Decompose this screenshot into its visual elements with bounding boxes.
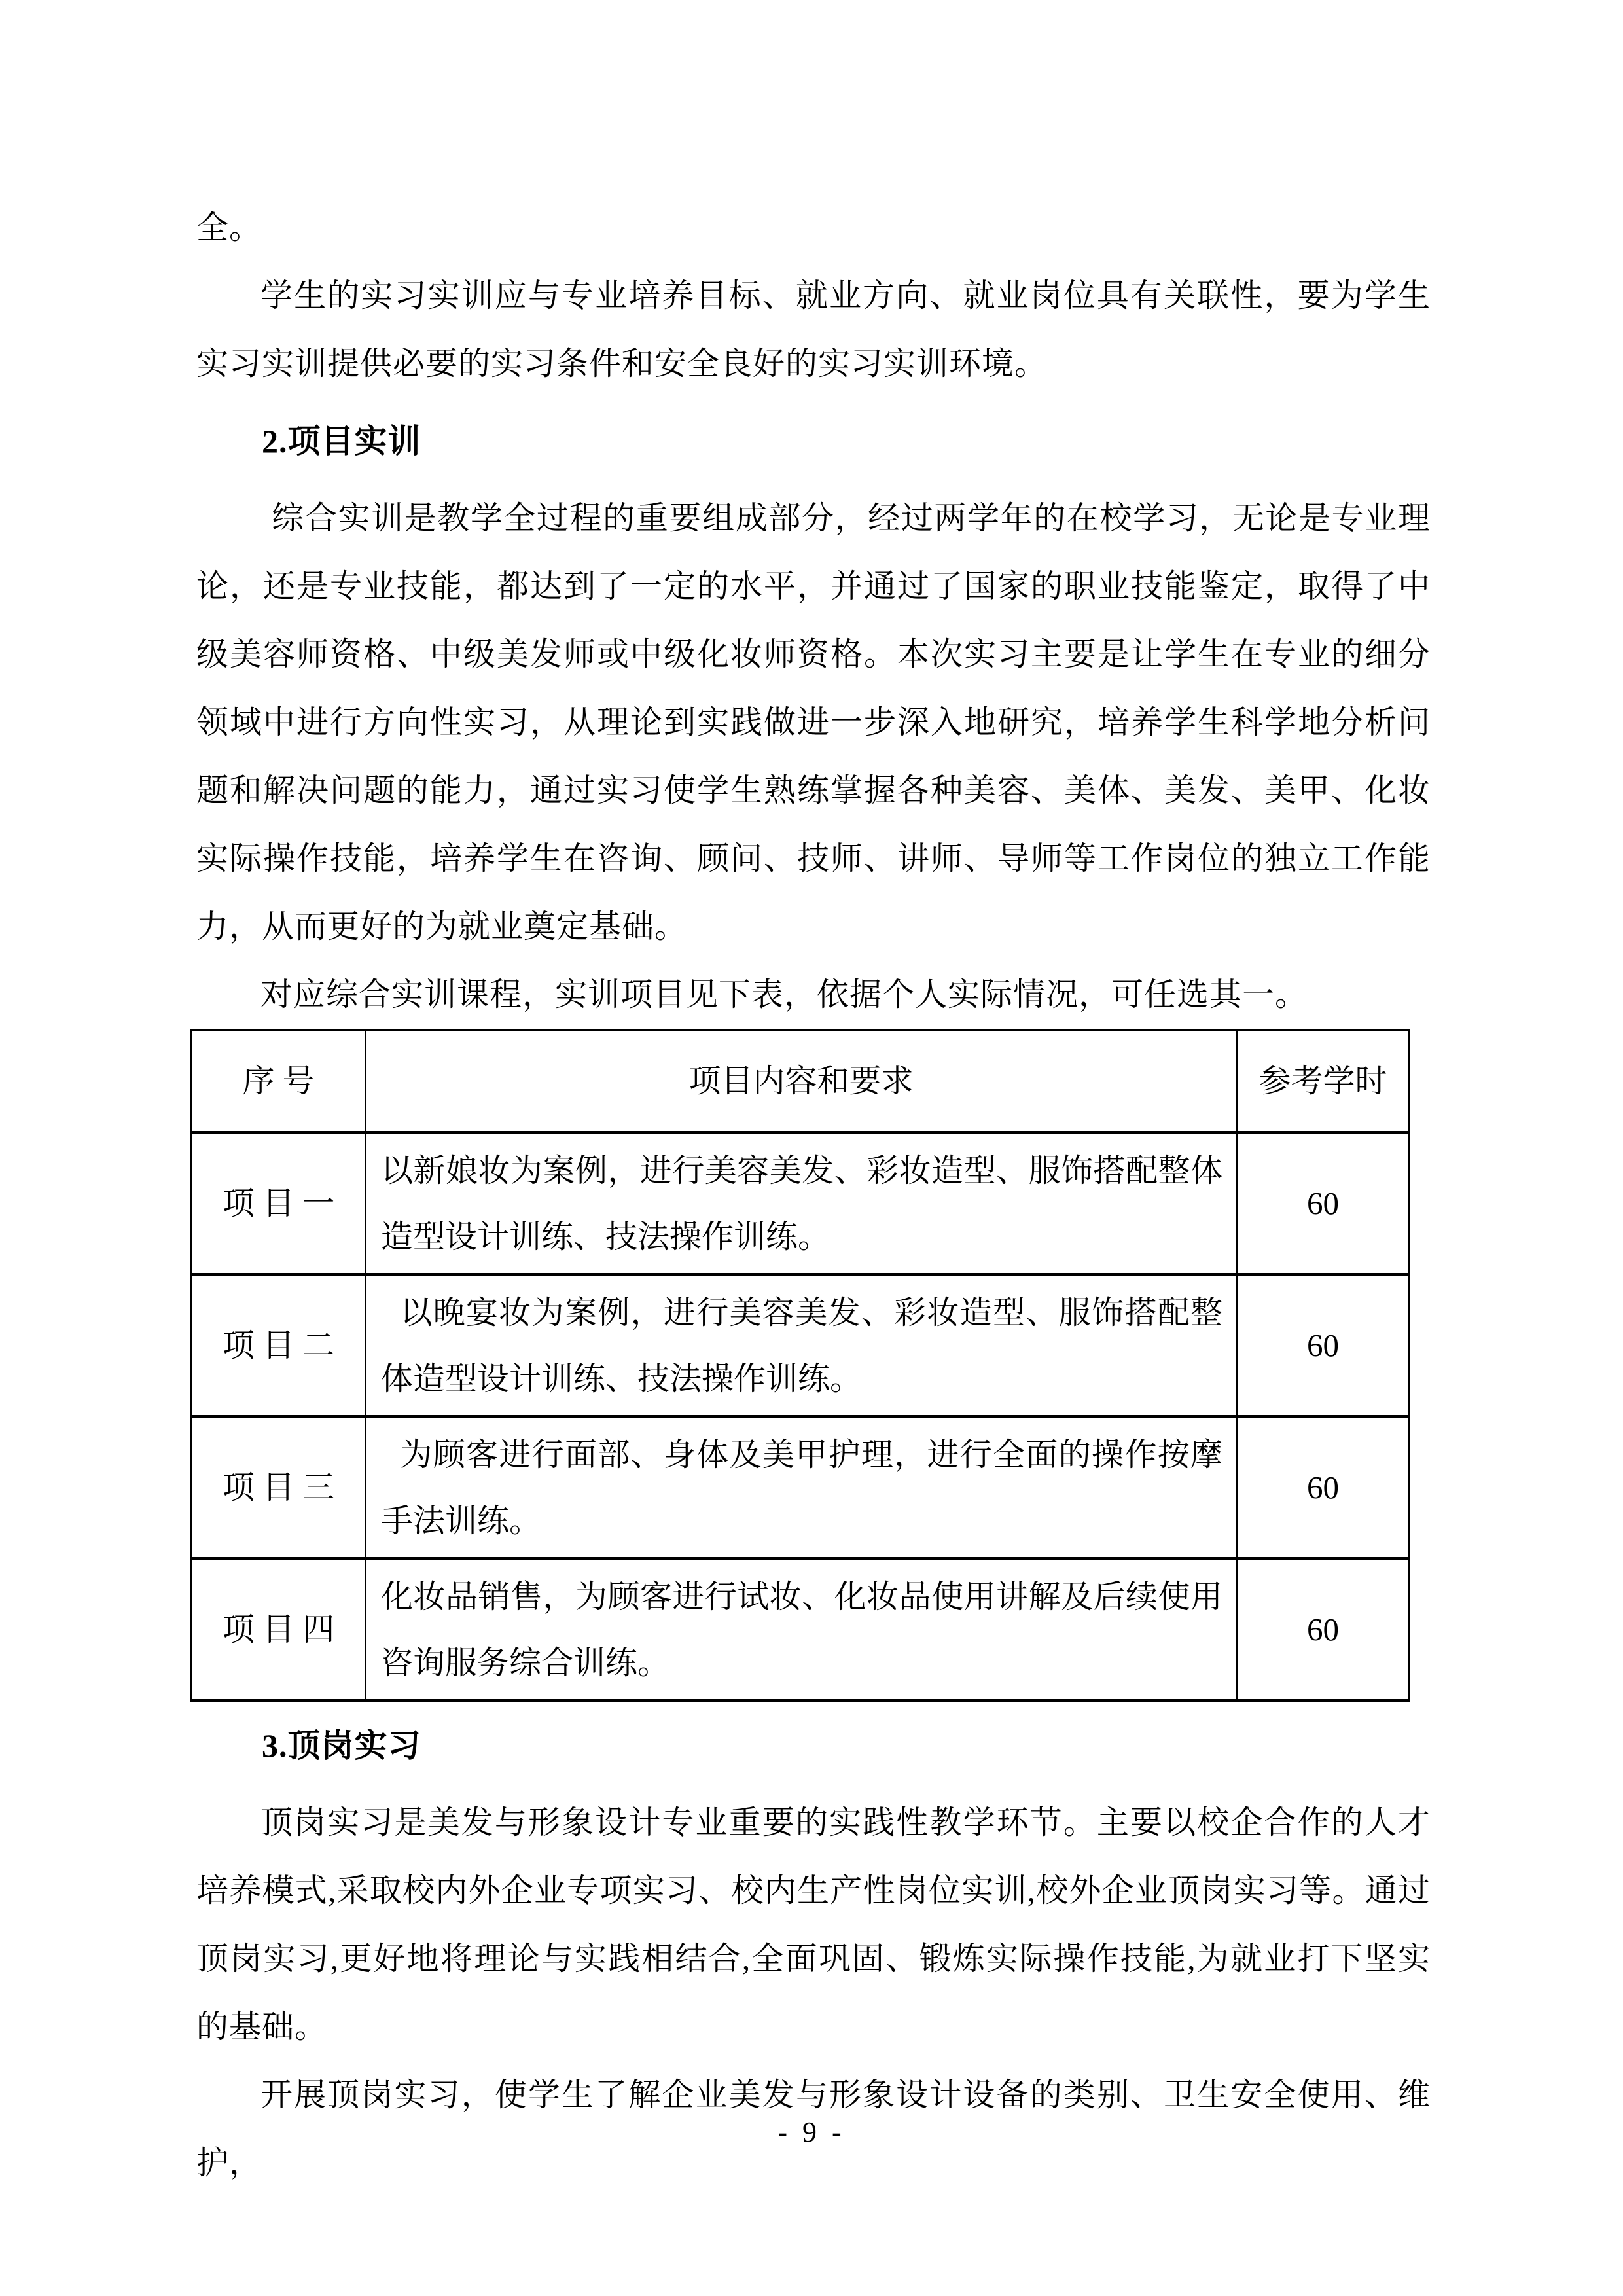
paragraph-continuation: 全。 — [196, 209, 262, 245]
column-header-content: 项目内容和要求 — [366, 1030, 1237, 1133]
project-number: 项目一 — [192, 1133, 366, 1275]
column-header-number: 序号 — [192, 1030, 366, 1133]
table-row-project-3 — [192, 1417, 1410, 1559]
project-hours: 60 — [1237, 1133, 1410, 1275]
paragraph-internship-overview: 顶岗实习是美发与形象设计专业重要的实践性教学环节。主要以校企合作的人才培养模式,采取校内外企业专项实习、校内生产性岗位实训,校外企业顶岗实习等。通过顶岗实习,更好地将理论与实践相结合,全面巩固、锻炼实际操作技能,为就业打下坚实的基础。 — [196, 1804, 1431, 2045]
project-content: 以晚宴妆为案例，进行美容美发、彩妆造型、服饰搭配整体造型设计训练、技法操作训练。 — [366, 1275, 1237, 1417]
heading-project-training: 2.项目实训 — [262, 423, 421, 459]
project-number: 项目四 — [192, 1559, 366, 1701]
project-number: 项目二 — [192, 1275, 366, 1417]
paragraph-internship-develop: 开展顶岗实习，使学生了解企业美发与形象设计设备的类别、卫生安全使用、维护， — [196, 2077, 1431, 2181]
paragraph-intro: 学生的实习实训应与专业培养目标、就业方向、就业岗位具有关联性，要为学生实习实训提供必要的实习条件和安全良好的实习实训环境。 — [196, 278, 1431, 382]
project-content: 化妆品销售，为顾客进行试妆、化妆品使用讲解及后续使用咨询服务综合训练。 — [366, 1559, 1237, 1701]
training-projects-table — [190, 1029, 1410, 1702]
heading-post-internship: 3.顶岗实习 — [262, 1727, 421, 1764]
column-header-hours: 参考学时 — [1237, 1030, 1410, 1133]
table-header-row — [192, 1030, 1410, 1133]
table-row-project-1 — [192, 1133, 1410, 1275]
project-hours: 60 — [1237, 1559, 1410, 1701]
table-row-project-2 — [192, 1275, 1410, 1417]
project-hours: 60 — [1237, 1417, 1410, 1559]
paragraph-table-intro: 对应综合实训课程，实训项目见下表，依据个人实际情况，可任选其一。 — [260, 977, 1308, 1013]
page-number: - 9 - — [777, 2116, 846, 2148]
paragraph-project-overview: 综合实训是教学全过程的重要组成部分，经过两学年的在校学习，无论是专业理论，还是专业技能，都达到了一定的水平，并通过了国家的职业技能鉴定，取得了中级美容师资格、中级美发师或中级化妆师资格。本次实习主要是让学生在专业的细分领域中进行方向性实习，从理论到实践做进一步深入地研究，培养学生科学地分析问题和解决问题的能力，通过实习使学生熟练掌握各种美容、美体、美发、美甲、化妆实际操作技能，培养学生在咨询、顾问、技师、讲师、导师等工作岗位的独立工作能力，从而更好的为就业奠定基础。 — [196, 500, 1431, 944]
project-content: 为顾客进行面部、身体及美甲护理，进行全面的操作按摩手法训练。 — [366, 1417, 1237, 1559]
project-number: 项目三 — [192, 1417, 366, 1559]
project-content: 以新娘妆为案例，进行美容美发、彩妆造型、服饰搭配整体造型设计训练、技法操作训练。 — [366, 1133, 1237, 1275]
table-row-project-4 — [192, 1559, 1410, 1701]
project-hours: 60 — [1237, 1275, 1410, 1417]
